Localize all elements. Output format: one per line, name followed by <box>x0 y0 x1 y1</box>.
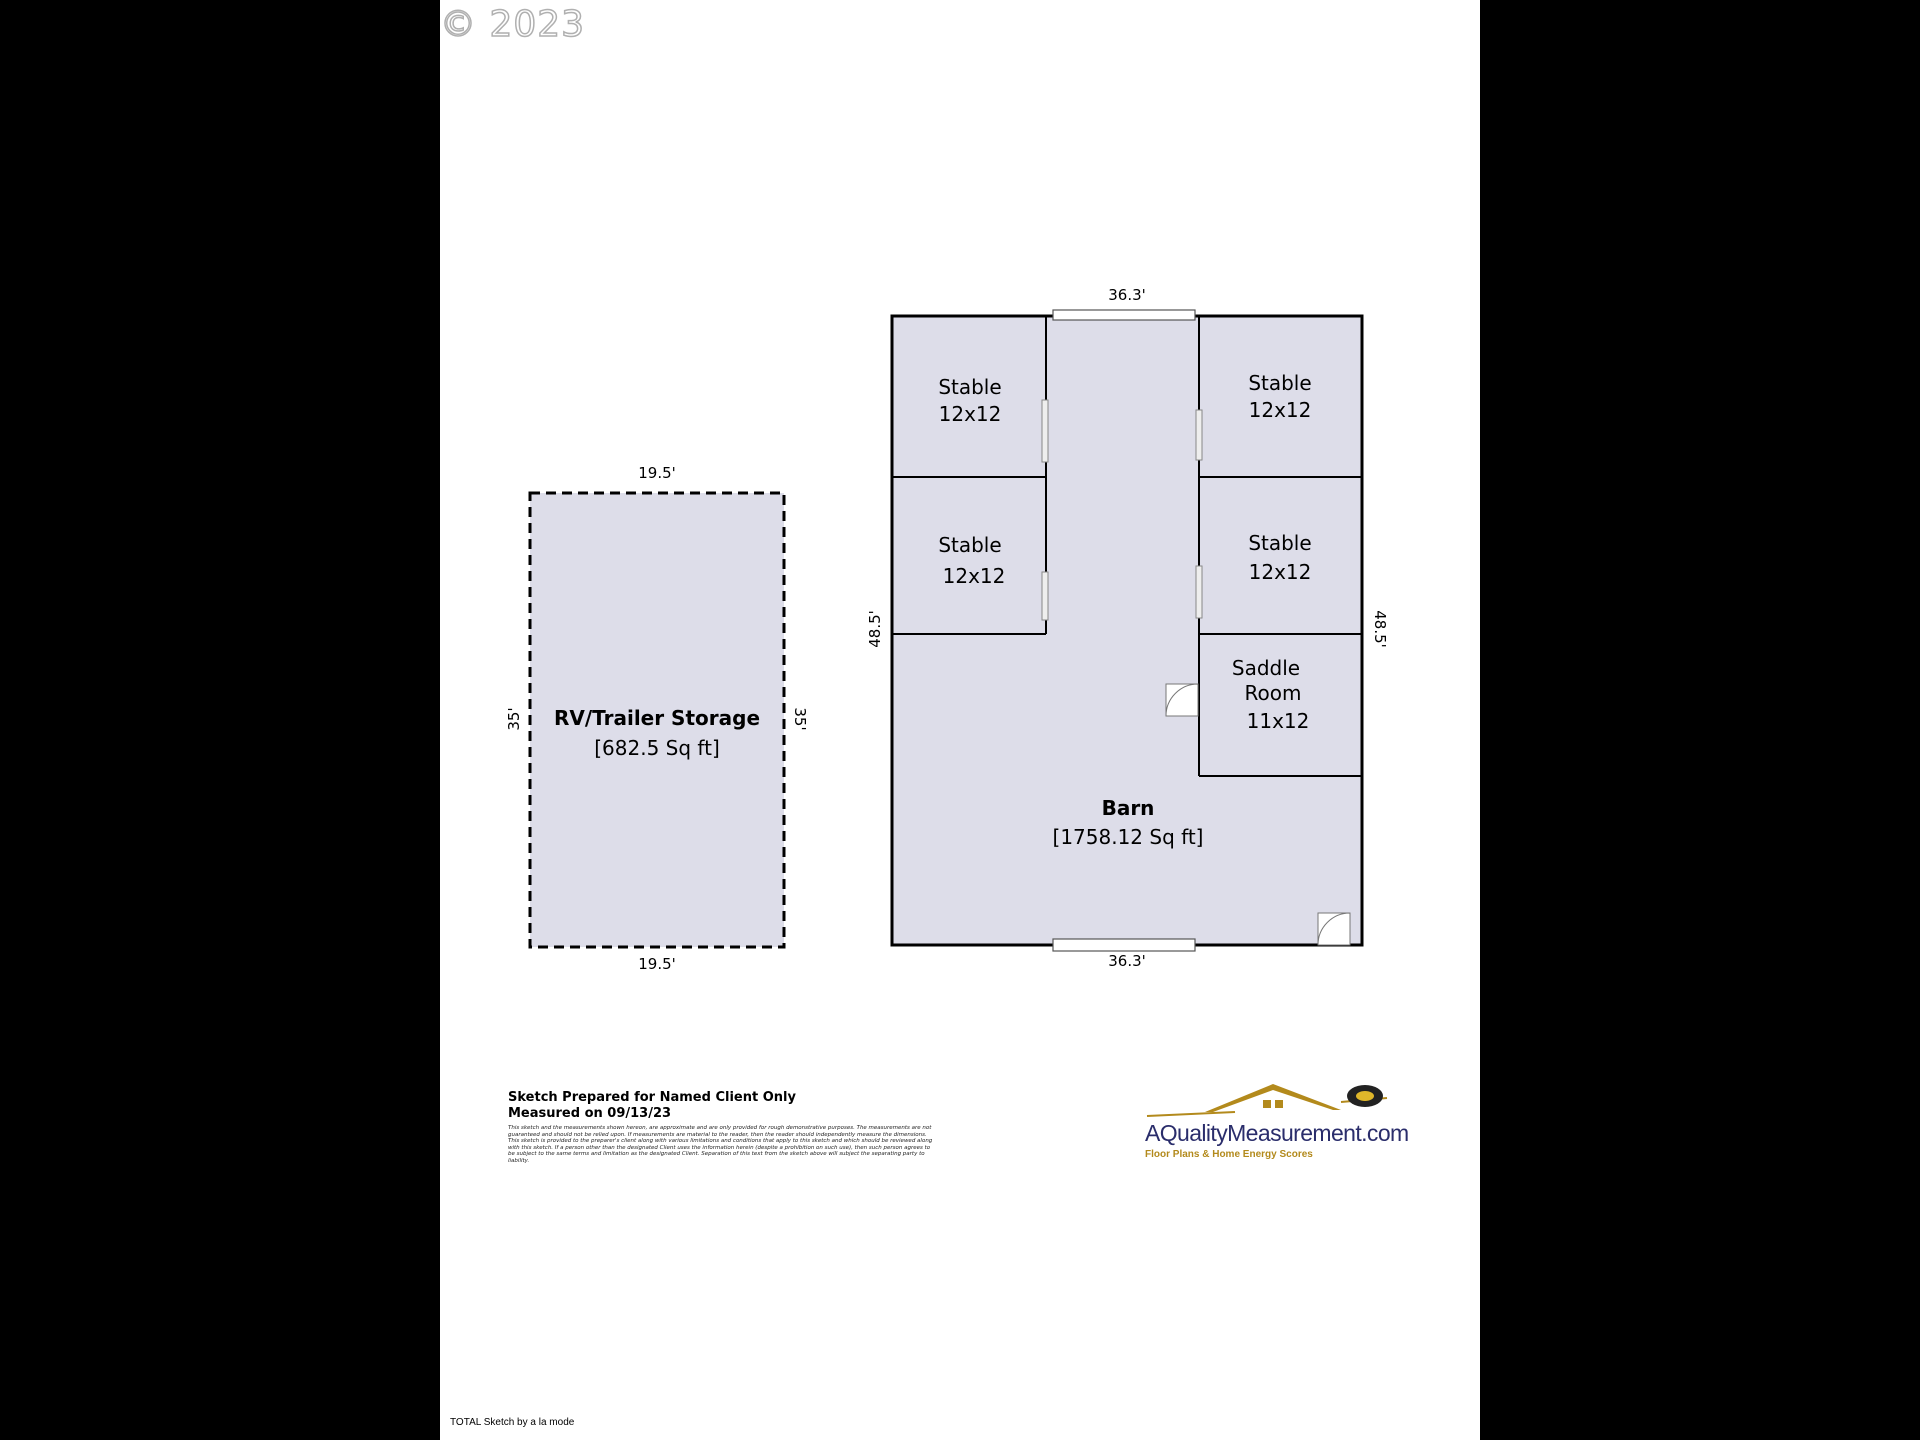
barn-corner-door <box>1318 913 1350 945</box>
barn-dim-top: 36.3' <box>1108 286 1146 304</box>
disclaimer-text: This sketch and the measurements shown hereon, are approximate and are only provided for rough demonstrative purposes. The measurements are not guaranteed and should not be relied upon. If measurements are material to the reader, then the reader should independently measure the dimensions. This sketch is provided to the preparer's client along with various limitations and conditions that apply to this sketch and which should be reviewed along with this sketch. If a person other than the designated Client uses the information herein (despite a prohibition on such use), then such person agrees to be subject to the same terms and limitation as the designated Client. Separation of this text from the sketch above will subject the separating party to liability. <box>508 1125 933 1164</box>
stable-4-label: Stable 12x12 <box>1248 531 1312 584</box>
stable-door <box>1042 572 1048 620</box>
disclaimer-heading: Sketch Prepared for Named Client Only Measured on 09/13/23 <box>508 1090 796 1121</box>
copyright-watermark: © 2023 <box>440 4 586 45</box>
barn-dim-left: 48.5' <box>866 610 884 648</box>
barn-bottom-door <box>1053 939 1195 951</box>
logo-text: AQualityMeasurement.com <box>1145 1120 1409 1146</box>
rv-storage-area-text: [682.5 Sq ft] <box>594 736 720 760</box>
stable-2-label: Stable 12x12 <box>1248 371 1312 422</box>
rv-storage-label: RV/Trailer Storage <box>553 706 761 730</box>
saddle-room-door <box>1166 684 1198 716</box>
stable-door <box>1196 566 1202 618</box>
stable-3-label: Stable 12x12 <box>938 533 1006 588</box>
stable-door <box>1042 400 1048 462</box>
floor-plan-page <box>438 0 1482 1440</box>
barn-label: Barn <box>1101 796 1155 820</box>
logo-tagline: Floor Plans & Home Energy Scores <box>1145 1149 1313 1160</box>
footer-credit: TOTAL Sketch by a la mode <box>450 1417 575 1428</box>
stable-door <box>1196 410 1202 460</box>
rv-dim-right: 35' <box>791 707 809 731</box>
house-roof-logo-icon <box>1145 1078 1395 1122</box>
barn-top-door <box>1053 310 1195 320</box>
rv-dim-left: 35' <box>505 707 523 731</box>
barn-dim-right: 48.5' <box>1371 610 1389 648</box>
rv-dim-bottom: 19.5' <box>638 955 676 973</box>
rv-dim-top: 19.5' <box>638 464 676 482</box>
barn-area-text: [1758.12 Sq ft] <box>1052 825 1204 849</box>
saddle-room-label: Saddle Room 11x12 <box>1231 656 1310 733</box>
barn-dim-bottom: 36.3' <box>1108 952 1146 970</box>
company-logo <box>1145 1078 1409 1170</box>
stable-1-label: Stable 12x12 <box>938 375 1002 426</box>
